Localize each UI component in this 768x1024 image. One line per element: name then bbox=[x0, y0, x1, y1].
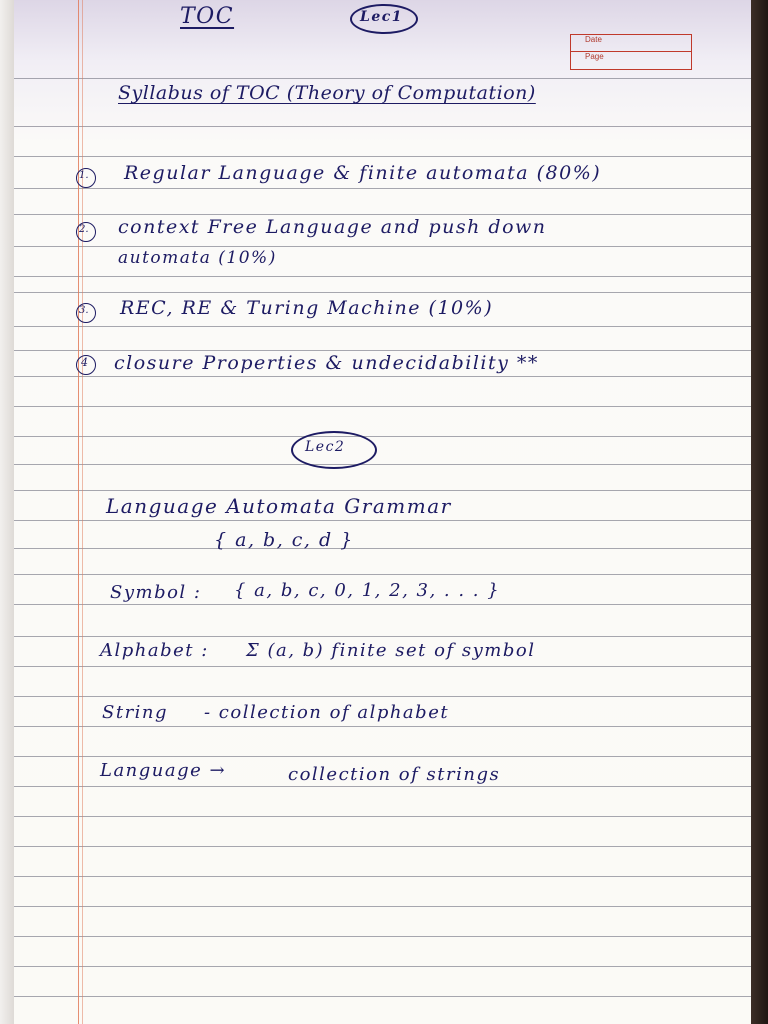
item-4-number: 4 bbox=[81, 356, 88, 369]
alphabet-definition: Σ (a, b) finite set of symbol bbox=[246, 640, 536, 661]
ruled-line bbox=[14, 906, 751, 907]
ruled-line bbox=[14, 636, 751, 637]
ruled-line bbox=[14, 156, 751, 157]
ruled-line bbox=[14, 756, 751, 757]
item-4-text: closure Properties & undecidability ** bbox=[114, 352, 539, 374]
string-term: String bbox=[102, 702, 169, 723]
ruled-line bbox=[14, 966, 751, 967]
lecture-1-tag: Lec1 bbox=[360, 9, 404, 25]
item-3-text: REC, RE & Turing Machine (10%) bbox=[120, 297, 494, 319]
lecture-2-tag: Lec2 bbox=[305, 439, 346, 455]
ruled-line bbox=[14, 126, 751, 127]
ruled-line bbox=[14, 604, 751, 605]
item-2-text-continued: automata (10%) bbox=[118, 248, 277, 268]
item-2-text: context Free Language and push down bbox=[118, 216, 547, 238]
item-2-number: 2. bbox=[79, 224, 89, 235]
ruled-line bbox=[14, 548, 751, 549]
ruled-line bbox=[14, 574, 751, 575]
language-definition: collection of strings bbox=[288, 764, 501, 785]
ruled-line bbox=[14, 846, 751, 847]
page-label: Page bbox=[571, 51, 691, 68]
ruled-line bbox=[14, 666, 751, 667]
item-1-text: Regular Language & finite automata (80%) bbox=[124, 162, 602, 184]
page-edge bbox=[0, 0, 14, 1024]
ruled-line bbox=[14, 376, 751, 377]
alphabet-term: Alphabet : bbox=[100, 640, 209, 661]
ruled-line bbox=[14, 246, 751, 247]
margin-line-inner bbox=[82, 0, 83, 1024]
margin-line bbox=[78, 0, 79, 1024]
ruled-line bbox=[14, 786, 751, 787]
ruled-line bbox=[14, 78, 751, 79]
ruled-line bbox=[14, 996, 751, 997]
background-edge bbox=[751, 0, 768, 1024]
ruled-line bbox=[14, 326, 751, 327]
ruled-line bbox=[14, 816, 751, 817]
ruled-line bbox=[14, 436, 751, 437]
item-3-number: 3. bbox=[79, 305, 89, 316]
ruled-line bbox=[14, 406, 751, 407]
page-title: TOC bbox=[180, 4, 235, 29]
string-definition: - collection of alphabet bbox=[204, 702, 450, 723]
ruled-line bbox=[14, 696, 751, 697]
ruled-line bbox=[14, 214, 751, 215]
topics-line: Language Automata Grammar bbox=[106, 494, 452, 518]
ruled-line bbox=[14, 520, 751, 521]
ruled-line bbox=[14, 464, 751, 465]
symbol-term: Symbol : bbox=[110, 582, 202, 603]
notebook-page bbox=[14, 0, 751, 1024]
ruled-line bbox=[14, 876, 751, 877]
date-label: Date bbox=[585, 35, 602, 44]
ruled-line bbox=[14, 276, 751, 277]
ruled-line bbox=[14, 350, 751, 351]
date-page-box bbox=[570, 34, 692, 70]
example-set: { a, b, c, d } bbox=[214, 529, 354, 551]
item-1-number: 1. bbox=[79, 170, 89, 181]
ruled-line bbox=[14, 188, 751, 189]
ruled-line bbox=[14, 292, 751, 293]
ruled-line bbox=[14, 936, 751, 937]
ruled-line bbox=[14, 490, 751, 491]
syllabus-heading: Syllabus of TOC (Theory of Computation) bbox=[118, 82, 536, 104]
language-term: Language → bbox=[100, 760, 227, 781]
ruled-line bbox=[14, 726, 751, 727]
symbol-definition: { a, b, c, 0, 1, 2, 3, . . . } bbox=[234, 580, 501, 601]
